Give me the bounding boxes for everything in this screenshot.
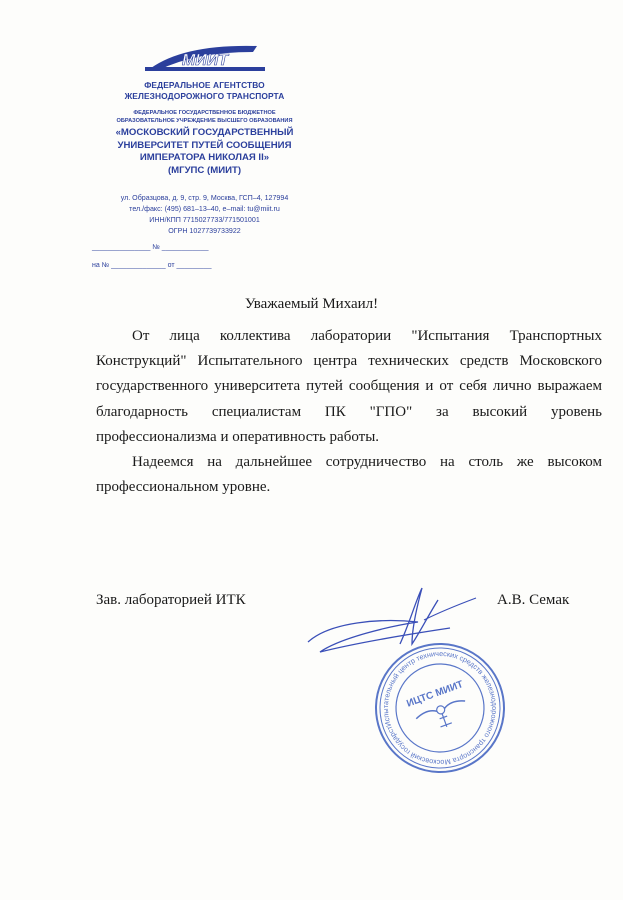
signer-name: А.В. Семак [497, 592, 570, 608]
miit-logo-icon [145, 40, 265, 76]
inn-kpp: ИНН/КПП 7715027733/771501001 [149, 216, 260, 224]
stamp-center-text: ИЦТС МИИТ [405, 679, 465, 710]
logo-text: МИИТ [181, 52, 228, 69]
agency-line: ЖЕЛЕЗНОДОРОЖНОГО ТРАНСПОРТА [124, 91, 285, 101]
phone-email: тел./факс: (495) 681–13–40, e–mail: tu@miit.ru [129, 205, 280, 213]
university-line: УНИВЕРСИТЕТ ПУТЕЙ СООБЩЕНИЯ [117, 139, 292, 151]
letterhead [92, 40, 317, 273]
institution-type [92, 109, 317, 125]
university-line: ИМПЕРАТОРА НИКОЛАЯ II» [139, 152, 270, 163]
outgoing-number-line: _______________ № ____________ [92, 244, 209, 251]
university-line: (МГУПС (МИИТ) [167, 164, 242, 176]
body-paragraph: От лица коллектива лаборатории "Испытания Транспортных Конструкций" Испытательного центра технических средств Московского государственного университета путей сообщения и от себя лично выражаем благодарность специалистам ПК "ГПО" за высокий уровень профессионализма и оперативность работы. [96, 328, 602, 445]
letter-body [96, 324, 602, 500]
body-paragraph: Надеемся на дальнейшее сотрудничество на столь же высоком профессиональном уровне. [96, 454, 602, 496]
stamp-seal-icon [370, 638, 510, 778]
institution-type-line: ОБРАЗОВАТЕЛЬНОЕ УЧРЕЖДЕНИЕ ВЫСШЕГО ОБРАЗОВАНИЯ [116, 118, 293, 124]
agency-name [92, 80, 317, 102]
institution-type-line: ФЕДЕРАЛЬНОЕ ГОСУДАРСТВЕННОЕ БЮДЖЕТНОЕ [133, 110, 276, 116]
svg-text:Испытательный центр технически [370, 638, 510, 778]
agency-line: ФЕДЕРАЛЬНОЕ АГЕНТСТВО [144, 80, 265, 90]
contact-block [92, 193, 317, 237]
reference-number-line: на № ______________ от _________ [92, 262, 212, 269]
letter-greeting: Уважаемый Михаил! [244, 296, 379, 312]
university-name [92, 127, 317, 177]
signer-title: Зав. лабораторией ИТК [96, 592, 246, 608]
stamp-ring-text: Испытательный центр технических средств железнодорожного транспорта Московский государственный [380, 648, 500, 768]
address: ул. Образцова, д. 9, стр. 9, Москва, ГСП–4, 127994 [120, 194, 289, 202]
university-line: «МОСКОВСКИЙ ГОСУДАРСТВЕННЫЙ [115, 127, 294, 138]
ogrn: ОГРН 1027739733922 [168, 227, 241, 235]
